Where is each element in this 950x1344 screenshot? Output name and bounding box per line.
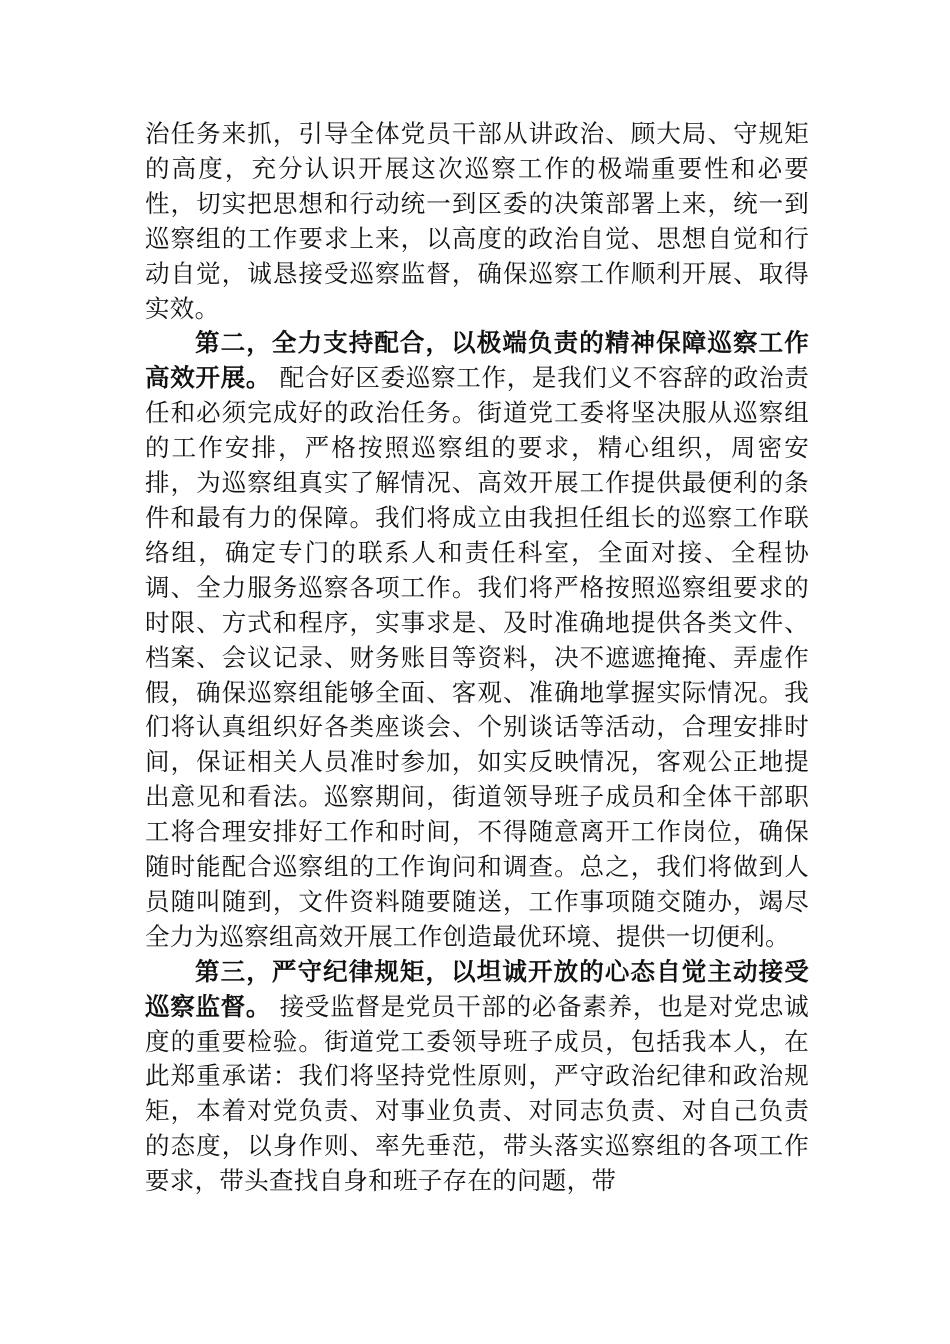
paragraph-3-lead: 第三，严守纪律规矩，以坦诚开放的心态自觉主动接受巡察监督。	[145, 956, 809, 1021]
paragraph-1	[145, 117, 809, 326]
paragraph-3	[145, 955, 809, 1199]
paragraph-2-lead: 第二，全力支持配合，以极端负责的精神保障巡察工作高效开展。	[145, 328, 809, 393]
paragraph-1-text: 治任务来抓，引导全体党员干部从讲政治、顾大局、守规矩的高度，充分认识开展这次巡察工作的极端重要性和必要性，切实把思想和行动统一到区委的决策部署上来，统一到巡察组的工作要求上来，以高度的政治自觉、思想自觉和行动自觉，诚恳接受巡察监督，确保巡察工作顺利开展、取得实效。	[145, 119, 809, 323]
paragraph-2	[145, 326, 809, 954]
paragraph-3-text: 接受监督是党员干部的必备素养，也是对党忠诚度的重要检验。街道党工委领导班子成员，包括我本人，在此郑重承诺：我们将坚持党性原则，严守政治纪律和政治规矩，本着对党负责、对事业负责、对同志负责、对自己负责的态度，以身作则、率先垂范，带头落实巡察组的各项工作要求，带头查找自身和班子存在的问题，带	[145, 991, 809, 1196]
paragraph-2-text: 配合好区委巡察工作，是我们义不容辞的政治责任和必须完成好的政治任务。街道党工委将坚决服从巡察组的工作安排，严格按照巡察组的要求，精心组织，周密安排，为巡察组真实了解情况、高效开展工作提供最便利的条件和最有力的保障。我们将成立由我担任组长的巡察工作联络组，确定专门的联系人和责任科室，全面对接、全程协调、全力服务巡察各项工作。我们将严格按照巡察组要求的时限、方式和程序，实事求是、及时准确地提供各类文件、档案、会议记录、财务账目等资料，决不遮遮掩掩、弄虚作假，确保巡察组能够全面、客观、准确地掌握实际情况。我们将认真组织好各类座谈会、个别谈话等活动，合理安排时间，保证相关人员准时参加，如实反映情况，客观公正地提出意见和看法。巡察期间，街道领导班子成员和全体干部职工将合理安排好工作和时间，不得随意离开工作岗位，确保随时能配合巡察组的工作询问和调查。总之，我们将做到人员随叫随到，文件资料随要随送，工作事项随交随办，竭尽全力为巡察组高效开展工作创造最优环境、提供一切便利。	[145, 363, 809, 951]
document-page	[145, 117, 809, 1199]
